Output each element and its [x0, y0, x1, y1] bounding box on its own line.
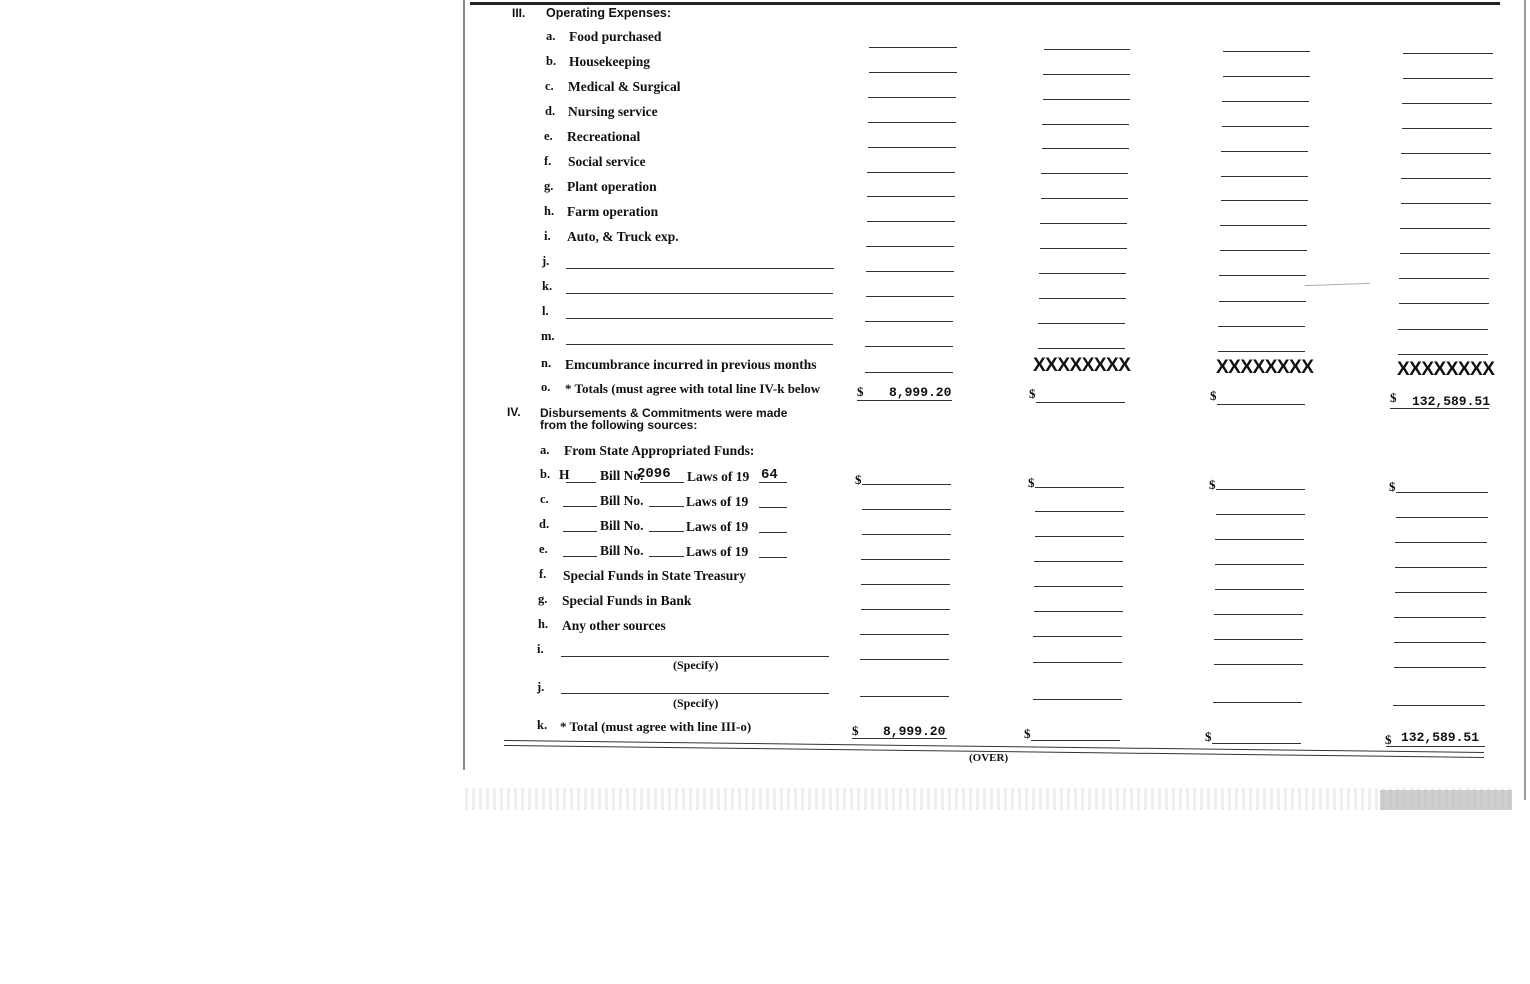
item-letter: g.	[538, 592, 548, 606]
blocked-cell-mark: XXXXXXXX	[1216, 357, 1314, 378]
amount-line	[1214, 664, 1303, 665]
amount-line	[860, 659, 949, 660]
amount-line	[1042, 148, 1129, 149]
dollar-sign: $	[855, 472, 862, 487]
dollar-sign: $	[852, 723, 859, 738]
dollar-sign: $	[857, 384, 864, 399]
amount-line	[1396, 492, 1488, 493]
blank-label-line	[566, 318, 833, 319]
dollar-sign: $	[1029, 386, 1036, 401]
amount-line	[1216, 514, 1305, 515]
amount-line	[1221, 200, 1308, 201]
amount-line	[1034, 611, 1123, 612]
dollar-sign: $	[1385, 732, 1392, 747]
amount-line	[1399, 303, 1489, 304]
amount-line	[861, 584, 950, 585]
item-letter: h.	[538, 617, 549, 631]
amount-line	[1393, 705, 1485, 706]
amount-line	[1220, 250, 1307, 251]
amount-line	[868, 147, 956, 148]
specify-caption: (Specify)	[673, 696, 719, 710]
amount-line	[1386, 746, 1485, 747]
amount-line	[1223, 51, 1310, 52]
paper-left-edge	[463, 0, 465, 770]
blank-line	[563, 506, 597, 507]
amount-line	[1216, 489, 1305, 490]
amount-line	[1220, 225, 1307, 226]
amount-line	[1043, 99, 1130, 100]
amount-line	[1394, 617, 1486, 618]
blank-line	[563, 531, 597, 532]
blank-line	[563, 556, 597, 557]
amount-line	[1035, 487, 1124, 488]
item-letter: c.	[540, 492, 549, 506]
amount-line	[1033, 662, 1122, 663]
amount-line	[868, 97, 956, 98]
amount-line	[1390, 408, 1489, 409]
amount-line	[867, 196, 955, 197]
blank-line	[759, 482, 787, 483]
dollar-sign: $	[1210, 388, 1217, 403]
item-letter: f.	[544, 154, 552, 168]
blank-line	[759, 557, 787, 558]
blank-label-line	[566, 344, 833, 345]
amount-line	[1401, 178, 1491, 179]
paper-right-edge	[1524, 0, 1526, 800]
blank-line	[640, 482, 684, 483]
amount-line	[869, 72, 957, 73]
item-label: Special Funds in State Treasury	[563, 568, 747, 583]
item-label: Recreational	[567, 129, 641, 144]
amount-line	[862, 534, 951, 535]
blank-label-line	[566, 268, 834, 269]
specify-caption: (Specify)	[673, 658, 719, 672]
amount-line	[1217, 404, 1305, 405]
blank-line	[759, 532, 787, 533]
amount-line	[852, 738, 947, 739]
amount-line	[1043, 74, 1130, 75]
blank-label-line	[561, 693, 829, 694]
bill-label: Bill No.	[600, 493, 644, 508]
item-letter: f.	[539, 567, 547, 581]
item-letter: j.	[542, 254, 550, 268]
total-amount-col4: 132,589.51	[1412, 394, 1491, 409]
amount-line	[1221, 151, 1308, 152]
item-letter: k.	[542, 279, 553, 293]
amount-line	[1401, 203, 1491, 204]
stray-mark	[1305, 283, 1370, 286]
amount-line	[1402, 103, 1492, 104]
section-iv-title-line2: from the following sources:	[540, 418, 698, 432]
blank-line	[649, 506, 684, 507]
amount-line	[1034, 586, 1123, 587]
item-letter: d.	[539, 517, 550, 531]
amount-line	[1218, 351, 1305, 352]
over-footer: (OVER)	[969, 752, 1009, 764]
amount-line	[1222, 101, 1309, 102]
amount-line	[866, 246, 954, 247]
item-letter: e.	[539, 542, 548, 556]
item-letter: c.	[545, 79, 554, 93]
amount-line	[1031, 740, 1120, 741]
amount-line	[867, 221, 955, 222]
item-letter: n.	[541, 356, 552, 370]
amount-line	[1398, 329, 1488, 330]
bill-label: Bill No.	[600, 468, 644, 483]
amount-line	[1403, 78, 1493, 79]
amount-line	[1212, 743, 1301, 744]
amount-line	[1222, 126, 1309, 127]
item-label: Medical & Surgical	[568, 79, 681, 94]
item-label: Farm operation	[567, 204, 659, 219]
amount-line	[1396, 517, 1488, 518]
amount-line	[862, 484, 951, 485]
laws-label: Laws of 19	[686, 519, 749, 534]
amount-line	[1219, 275, 1306, 276]
item-label: * Totals (must agree with total line IV-k below	[565, 381, 821, 396]
total-amount-col4: 132,589.51	[1401, 730, 1480, 745]
section-iv-numeral: IV.	[507, 405, 521, 419]
amount-line	[1402, 128, 1492, 129]
bill-prefix: H	[559, 467, 570, 482]
amount-line	[861, 559, 950, 560]
scan-noise	[465, 788, 1515, 810]
item-label: Social service	[568, 154, 646, 169]
amount-line	[1042, 124, 1129, 125]
blank-line	[759, 507, 787, 508]
section-iv-title-line1: Disbursements & Commitments were made	[540, 406, 788, 420]
amount-line	[1040, 248, 1127, 249]
laws-label: Laws of 19	[687, 469, 750, 484]
item-letter: a.	[540, 443, 550, 457]
item-label: From State Appropriated Funds:	[564, 443, 755, 458]
item-letter: m.	[541, 329, 555, 343]
amount-line	[1039, 298, 1126, 299]
amount-line	[866, 296, 954, 297]
amount-line	[1401, 153, 1491, 154]
dollar-sign: $	[1390, 390, 1397, 405]
scan-noise-block	[1380, 790, 1512, 810]
amount-line	[865, 372, 953, 373]
amount-line	[1041, 173, 1128, 174]
amount-line	[1215, 539, 1304, 540]
item-label: Housekeeping	[569, 54, 651, 69]
blank-line	[566, 482, 596, 483]
amount-line	[860, 696, 949, 697]
item-label: Special Funds in Bank	[562, 593, 692, 608]
item-label: Auto, & Truck exp.	[567, 229, 679, 244]
total-amount-col1: 8,999.20	[883, 724, 946, 739]
amount-line	[1218, 326, 1305, 327]
amount-line	[1395, 567, 1487, 568]
dollar-sign: $	[1028, 475, 1035, 490]
amount-line	[1219, 301, 1306, 302]
item-letter: i.	[544, 229, 551, 243]
total-amount-col1: 8,999.20	[889, 385, 952, 400]
dollar-sign: $	[1205, 729, 1212, 744]
amount-line	[1394, 667, 1486, 668]
blank-line	[649, 531, 684, 532]
amount-line	[1400, 228, 1490, 229]
bill-label: Bill No.	[600, 518, 644, 533]
amount-line	[1215, 589, 1304, 590]
amount-line	[1036, 402, 1125, 403]
blank-line	[649, 556, 684, 557]
amount-line	[1395, 592, 1487, 593]
dollar-sign: $	[1024, 726, 1031, 741]
amount-line	[862, 509, 951, 510]
item-label: Emcumbrance incurred in previous months	[565, 357, 817, 372]
section-iii-numeral: III.	[512, 6, 526, 20]
item-letter: e.	[544, 129, 553, 143]
amount-line	[1035, 511, 1124, 512]
section-iv-title	[540, 407, 787, 431]
item-label: Any other sources	[562, 618, 666, 633]
amount-line	[1394, 642, 1486, 643]
item-letter: g.	[544, 179, 554, 193]
amount-line	[1223, 76, 1310, 77]
blank-label-line	[566, 293, 833, 294]
paper-top-edge	[470, 2, 1500, 5]
amount-line	[1044, 49, 1130, 50]
amount-line	[857, 400, 952, 401]
amount-line	[1041, 198, 1128, 199]
item-letter: b.	[546, 54, 557, 68]
amount-line	[1398, 354, 1488, 355]
laws-label: Laws of 19	[686, 494, 749, 509]
amount-line	[1395, 542, 1487, 543]
amount-line	[1214, 639, 1303, 640]
item-label: Nursing service	[568, 104, 658, 119]
item-letter: l.	[542, 304, 549, 318]
amount-line	[1038, 348, 1125, 349]
item-letter: d.	[545, 104, 556, 118]
amount-line	[867, 172, 955, 173]
dollar-sign: $	[1389, 479, 1396, 494]
blank-label-line	[561, 656, 829, 657]
item-letter: j.	[537, 680, 545, 694]
blocked-cell-mark: XXXXXXXX	[1397, 359, 1495, 380]
amount-line	[1215, 564, 1304, 565]
item-letter: a.	[546, 29, 556, 43]
amount-line	[865, 321, 953, 322]
item-letter: i.	[537, 642, 544, 656]
amount-line	[1221, 176, 1308, 177]
amount-line	[1400, 253, 1490, 254]
item-label: Plant operation	[567, 179, 657, 194]
amount-line	[1213, 702, 1302, 703]
bill-number: 2096	[637, 466, 671, 482]
section-iii-title: Operating Expenses:	[546, 6, 672, 20]
amount-line	[868, 122, 956, 123]
amount-line	[866, 271, 954, 272]
amount-line	[1033, 699, 1122, 700]
bill-label: Bill No.	[600, 543, 644, 558]
amount-line	[869, 47, 957, 48]
laws-year: 64	[761, 467, 778, 483]
dollar-sign: $	[1209, 477, 1216, 492]
item-letter: b.	[540, 467, 551, 481]
amount-line	[1034, 561, 1123, 562]
amount-line	[1399, 278, 1489, 279]
amount-line	[861, 609, 950, 610]
amount-line	[860, 634, 949, 635]
amount-line	[1040, 223, 1127, 224]
amount-line	[1039, 273, 1126, 274]
item-letter: o.	[541, 380, 551, 394]
amount-line	[1033, 636, 1122, 637]
laws-label: Laws of 19	[686, 544, 749, 559]
amount-line	[1035, 536, 1124, 537]
item-letter: k.	[537, 718, 548, 732]
item-letter: h.	[544, 204, 555, 218]
blocked-cell-mark: XXXXXXXX	[1033, 355, 1131, 376]
item-label: Food purchased	[569, 29, 662, 44]
amount-line	[1038, 323, 1125, 324]
amount-line	[1214, 614, 1303, 615]
item-label: * Total (must agree with line III-o)	[560, 719, 752, 734]
amount-line	[865, 346, 953, 347]
amount-line	[1403, 53, 1493, 54]
